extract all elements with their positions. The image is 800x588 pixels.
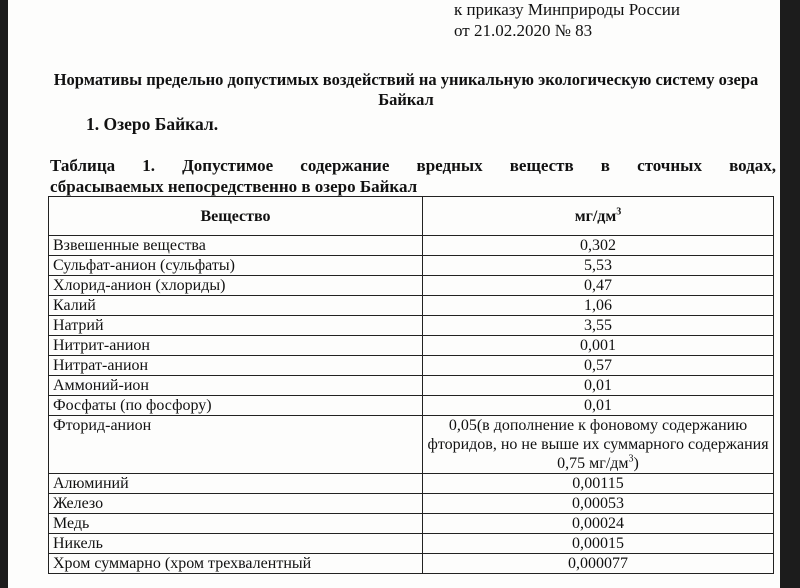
table-row xyxy=(49,356,774,376)
table-caption-line1: Таблица 1. Допустимое содержание вредных веществ в сточных водах, xyxy=(50,156,776,175)
cell-substance: Фторид-анион xyxy=(49,416,423,474)
table-row xyxy=(49,316,774,336)
section-heading: 1. Озеро Байкал. xyxy=(86,114,219,134)
cell-substance: Железо xyxy=(49,494,423,514)
cell-substance: Нитрит-анион xyxy=(49,336,423,356)
cell-value: 0,01 xyxy=(423,376,774,396)
table-row-cut xyxy=(49,554,774,574)
cell-substance: Медь xyxy=(49,514,423,534)
cell-value: 1,06 xyxy=(423,296,774,316)
cell-value: 0,00024 xyxy=(423,514,774,534)
cell-value: 0,302 xyxy=(423,236,774,256)
cell-value: 0,00053 xyxy=(423,494,774,514)
cell-substance: Взвешенные вещества xyxy=(49,236,423,256)
cell-value: 0,00115 xyxy=(423,474,774,494)
cell-substance: Хлорид-анион (хлориды) xyxy=(49,276,423,296)
cell-substance: Фосфаты (по фосфору) xyxy=(49,396,423,416)
table-row xyxy=(49,396,774,416)
cell-value: 0,00015 xyxy=(423,534,774,554)
cell-value: 0,05(в дополнение к фоновому содержанию фторидов, но не выше их суммарного содержания 0,75 $мг/дм^3$) xyxy=(423,416,774,474)
cell-value: 3,55 xyxy=(423,316,774,336)
cell-value: 0,57 xyxy=(423,356,774,376)
scan-border xyxy=(780,0,800,588)
column-header-unit: $мг/дм^3$ xyxy=(423,197,774,236)
cell-substance: Натрий xyxy=(49,316,423,336)
table-row xyxy=(49,534,774,554)
substances-table xyxy=(48,196,774,574)
table-row xyxy=(49,236,774,256)
cell-value: 5,53 xyxy=(423,256,774,276)
cell-substance: Нитрат-анион xyxy=(49,356,423,376)
table-row xyxy=(49,494,774,514)
table-row xyxy=(49,336,774,356)
table-row xyxy=(49,474,774,494)
document-title: Нормативы предельно допустимых воздействий на уникальную экологическую систему озера Байкал xyxy=(53,70,759,109)
cell-substance: Сульфат-анион (сульфаты) xyxy=(49,256,423,276)
header-date-line: от 21.02.2020 № 83 xyxy=(454,21,593,40)
table-header-row xyxy=(49,197,774,236)
table-row xyxy=(49,296,774,316)
table-caption xyxy=(50,155,776,197)
table-row xyxy=(49,276,774,296)
cell-value: 0,000077 xyxy=(423,554,774,574)
cell-substance: Хром суммарно (хром трехвалентный xyxy=(49,554,423,574)
header-order-line: к приказу Минприроды России xyxy=(454,0,680,19)
cell-value: 0,001 xyxy=(423,336,774,356)
document-page xyxy=(8,0,780,588)
cell-value: 0,47 xyxy=(423,276,774,296)
table-row xyxy=(49,256,774,276)
table-row xyxy=(49,376,774,396)
cell-substance: Алюминий xyxy=(49,474,423,494)
cell-substance: Аммоний-ион xyxy=(49,376,423,396)
column-header-substance: Вещество xyxy=(49,197,423,236)
cell-substance: Никель xyxy=(49,534,423,554)
cell-substance: Калий xyxy=(49,296,423,316)
cell-value: 0,01 xyxy=(423,396,774,416)
table-row-fluoride xyxy=(49,416,774,474)
table-row xyxy=(49,514,774,534)
table-caption-line2: сбрасываемых непосредственно в озеро Байкал xyxy=(50,177,418,196)
